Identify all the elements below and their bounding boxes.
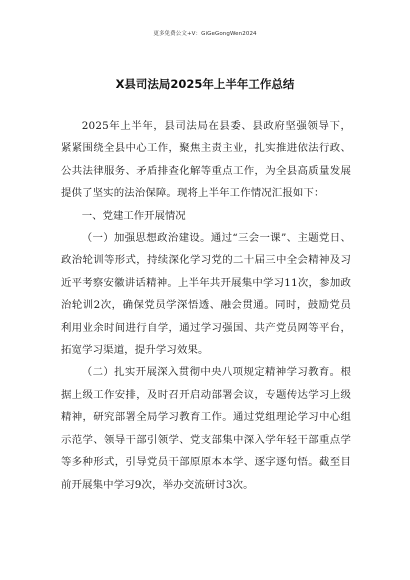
header-note: 更多免费公文+V：GiGeGongWen2024 [153,31,257,37]
intro-paragraph: 2025年上半年，县司法局在县委、县政府坚强领导下，紧紧围绕全县中心工作，聚焦主责主业，扎实推进依法行政、公共法律服务、矛盾排查化解等重点工作，为全县高质量发展提供了坚实的法治保障。现将上半年工作情况汇报如下： [61,120,351,200]
paragraph-political-study: （一）加强思想政治建设。通过“三会一课”、主题党日、政治轮训等形式，持续深化学习党的二十届三中全会精神及习近平考察安徽讲话精神。上半年共开展集中学习11次，参加政治轮训2次，确保党员学深悟透、融会贯通。同时，鼓励党员利用业余时间进行自学，通过学习强国、共产党员网等平台，拓宽学习渠道，提升学习效果。 [61,232,351,357]
document-title: X县司法局2025年上半年工作总结 [115,77,295,91]
document-body [61,115,351,496]
section-heading-party-building: 一、党建工作开展情况 [81,209,186,222]
paragraph-eight-rules-education: （二）扎实开展深入贯彻中央八项规定精神学习教育。根据上级工作安排，及时召开启动部署会议，专题传达学习上级精神，研究部署全局学习教育工作。通过党组理论学习中心组示范学、领导干部引领学、党支部集中深入学年轻干部重点学等多种形式，引导党员干部原原本本学、逐字逐句悟。截至目前开展集中学习9次，举办交流研讨3次。 [61,366,351,491]
